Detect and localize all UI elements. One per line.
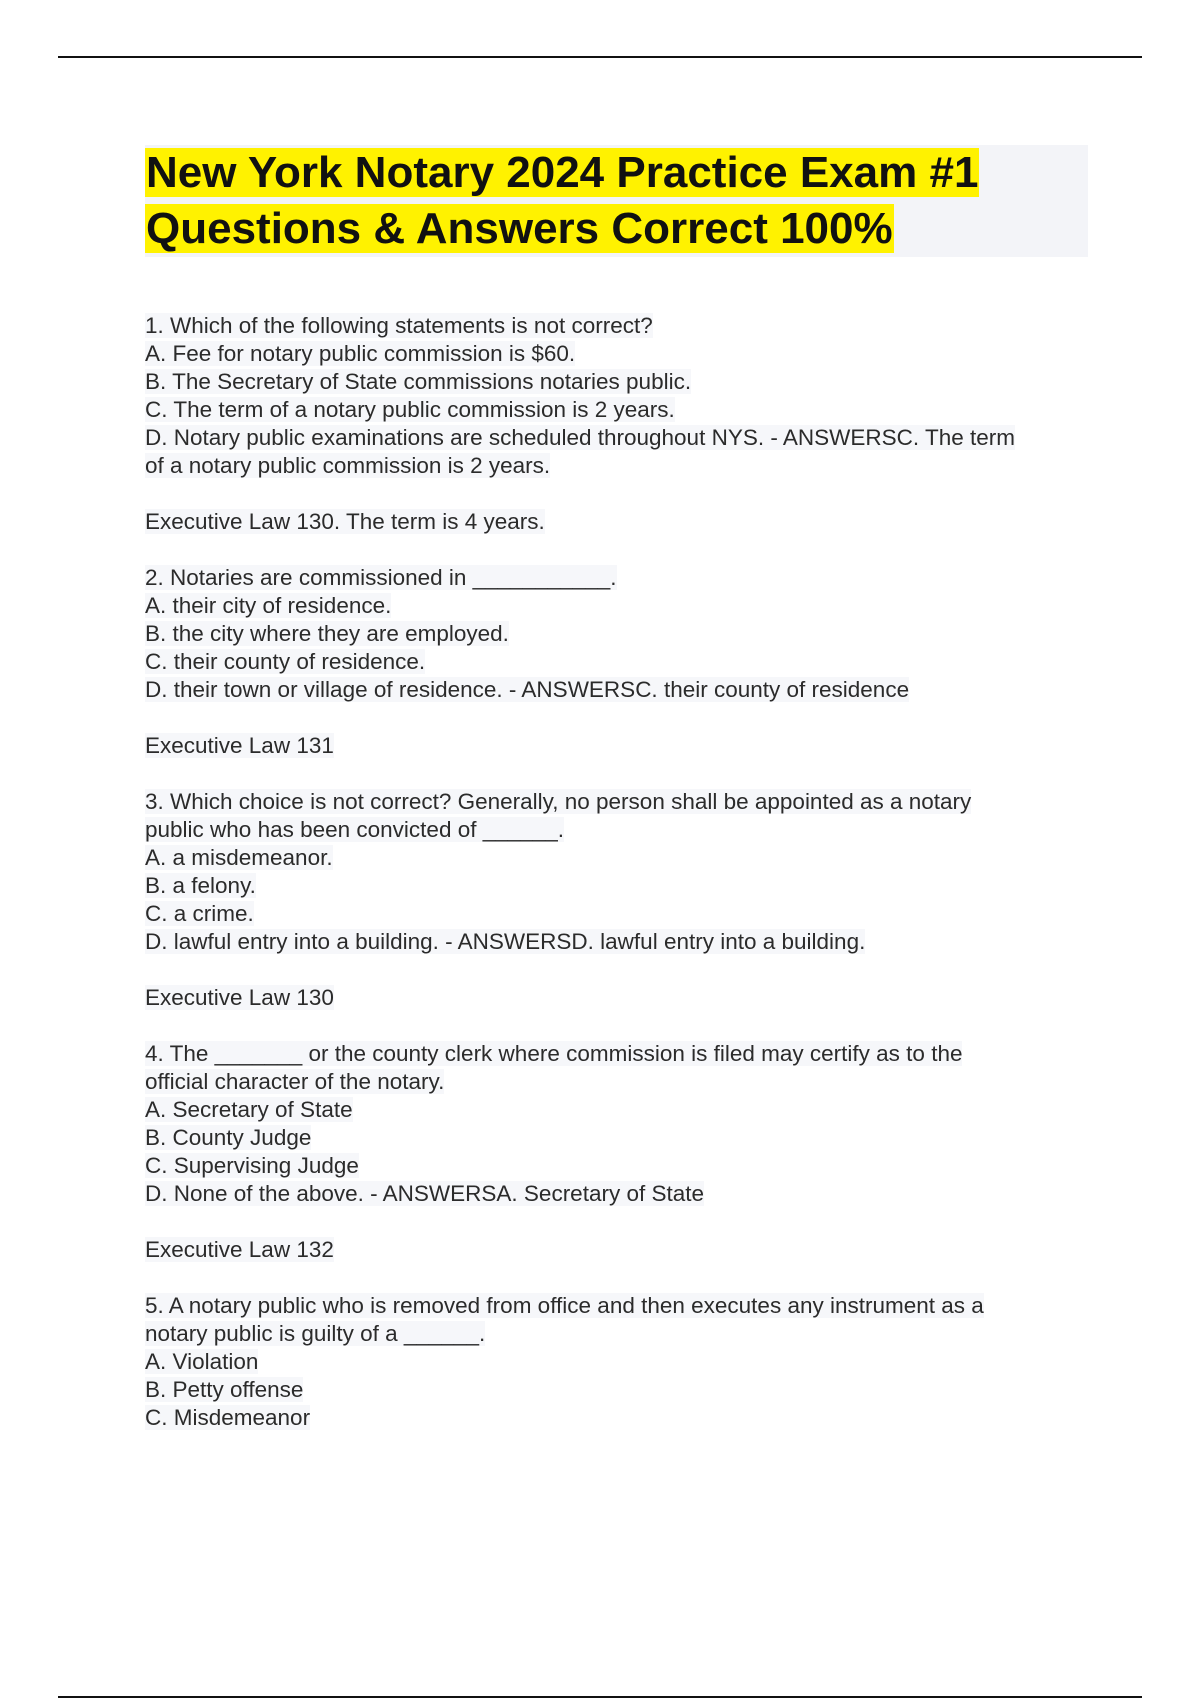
text-line-content: A. a misdemeanor. [145,845,333,870]
paragraph-gap [145,480,1090,508]
text-line [145,368,1090,396]
text-line-content: Executive Law 130 [145,985,334,1010]
text-line-content: C. Misdemeanor [145,1405,311,1430]
text-line [145,1124,1090,1152]
text-line-content: B. a felony. [145,873,256,898]
text-line [145,648,1090,676]
text-line-content: 4. The _______ or the county clerk where commission is filed may certify as to the [145,1041,963,1066]
text-line [145,816,1090,844]
text-line [145,1096,1090,1124]
paragraph-gap [145,1012,1090,1040]
text-line [145,788,1090,816]
text-line-content: Executive Law 130. The term is 4 years. [145,509,545,534]
document-title [145,145,1088,257]
paragraph-gap [145,956,1090,984]
text-line-content: B. The Secretary of State commissions notaries public. [145,369,692,394]
reference-paragraph [145,732,1090,760]
text-line [145,1404,1090,1432]
text-line-content: Executive Law 132 [145,1237,334,1262]
text-line-content: C. The term of a notary public commission is 2 years. [145,397,675,422]
text-line-content: 3. Which choice is not correct? Generally, no person shall be appointed as a notary [145,789,972,814]
question-paragraph [145,312,1090,480]
text-line [145,508,1090,536]
text-line-content: 1. Which of the following statements is not correct? [145,313,653,338]
text-line-content: A. Secretary of State [145,1097,353,1122]
text-line [145,1236,1090,1264]
title-line-2: Questions & Answers Correct 100% [146,204,893,253]
paragraph-gap [145,704,1090,732]
text-line [145,1180,1090,1208]
bottom-rule [58,1696,1142,1698]
text-line [145,1040,1090,1068]
paragraph-gap [145,1208,1090,1236]
reference-paragraph [145,508,1090,536]
paragraph-gap [145,536,1090,564]
text-line-content: notary public is guilty of a ______. [145,1321,486,1346]
text-line [145,396,1090,424]
text-line [145,1320,1090,1348]
text-line-content: A. their city of residence. [145,593,392,618]
text-line-content: A. Fee for notary public commission is $60. [145,341,576,366]
text-line-content: D. lawful entry into a building. - ANSWERSD. lawful entry into a building. [145,929,866,954]
text-line [145,1152,1090,1180]
text-line [145,676,1090,704]
question-paragraph [145,564,1090,704]
text-line-content: C. Supervising Judge [145,1153,359,1178]
text-line-content: B. Petty offense [145,1377,304,1402]
title-block [145,145,1088,257]
text-line-content: 5. A notary public who is removed from office and then executes any instrument as a [145,1293,984,1318]
text-line-content: public who has been convicted of ______. [145,817,565,842]
text-line [145,1068,1090,1096]
question-paragraph [145,788,1090,956]
text-line [145,312,1090,340]
text-line [145,844,1090,872]
text-line [145,732,1090,760]
text-line [145,452,1090,480]
text-line [145,900,1090,928]
paragraph-gap [145,760,1090,788]
reference-paragraph [145,984,1090,1012]
text-line-content: official character of the notary. [145,1069,445,1094]
question-paragraph [145,1292,1090,1432]
text-line-content: D. their town or village of residence. - ANSWERSC. their county of residence [145,677,910,702]
text-line [145,1348,1090,1376]
text-line-content: D. None of the above. - ANSWERSA. Secretary of State [145,1181,705,1206]
title-line-1: New York Notary 2024 Practice Exam #1 [146,148,979,197]
text-line-content: A. Violation [145,1349,259,1374]
document-body [145,312,1090,1432]
text-line [145,592,1090,620]
text-line-content: C. their county of residence. [145,649,426,674]
paragraph-gap [145,1264,1090,1292]
top-rule [58,56,1142,58]
text-line-content: 2. Notaries are commissioned in ___________. [145,565,617,590]
reference-paragraph [145,1236,1090,1264]
text-line-content: B. the city where they are employed. [145,621,509,646]
text-line-content: Executive Law 131 [145,733,334,758]
text-line [145,872,1090,900]
text-line [145,424,1090,452]
text-line [145,1376,1090,1404]
question-paragraph [145,1040,1090,1208]
text-line-content: D. Notary public examinations are scheduled throughout NYS. - ANSWERSC. The term [145,425,1015,450]
text-line [145,340,1090,368]
text-line [145,620,1090,648]
text-line [145,984,1090,1012]
text-line-content: C. a crime. [145,901,254,926]
text-line-content: B. County Judge [145,1125,312,1150]
text-line-content: of a notary public commission is 2 years. [145,453,551,478]
text-line [145,928,1090,956]
text-line [145,564,1090,592]
text-line [145,1292,1090,1320]
